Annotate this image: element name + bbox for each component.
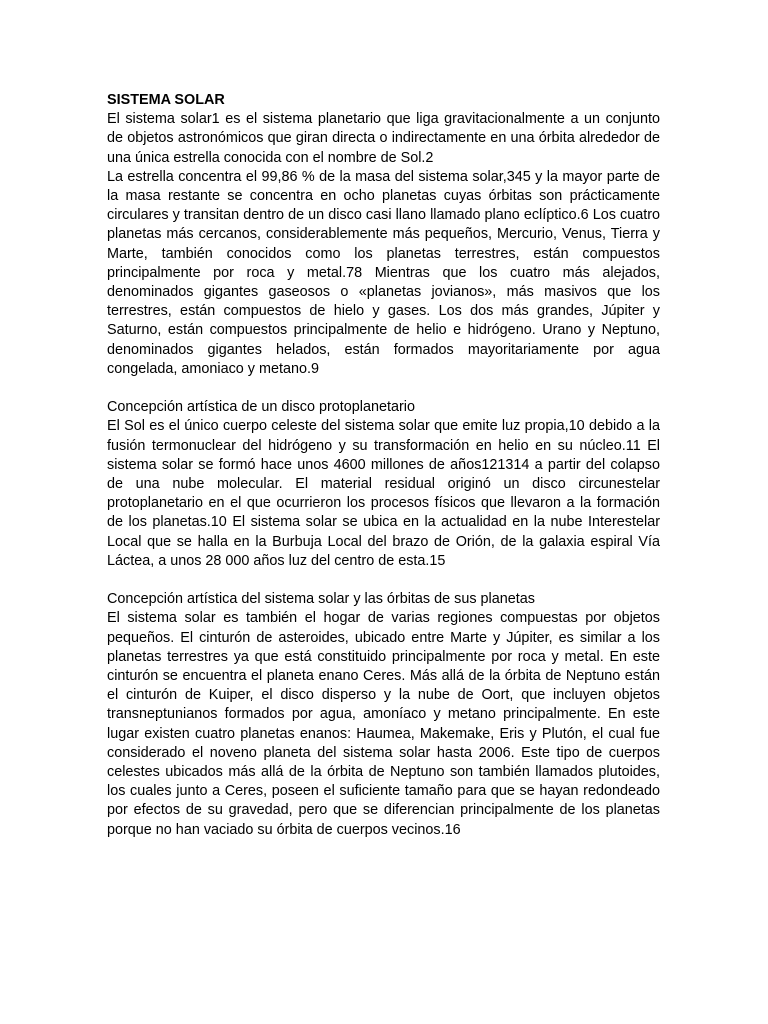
- paragraph-intro: El sistema solar1 es el sistema planetario que liga gravitacionalmente a un conjunto de objetos astronómicos que giran directa o indirectamente en una órbita alrededor de una única estrella conocida con el nombre de Sol.2: [107, 111, 660, 166]
- paragraph-sun: El Sol es el único cuerpo celeste del sistema solar que emite luz propia,10 debido a la fusión termonuclear del hidrógeno y su transformación en helio en su núcleo.11 El sistema solar se formó hace unos 4600 millones de años121314 a partir del colapso de una nube molecular. El material residual originó un disco circunestelar protoplanetario en el que ocurrieron los procesos físicos que llevaron a la formación de los planetas.10 El sistema solar se ubica en la actualidad en la nube Interestelar Local que se halla en la Burbuja Local del brazo de Orión, de la galaxia espiral Vía Láctea, a unos 28 000 años luz del centro de esta.15: [107, 418, 660, 569]
- paragraph-small-bodies: El sistema solar es también el hogar de varias regiones compuestas por objetos pequeños. El cinturón de asteroides, ubicado entre Marte y Júpiter, es similar a los planetas terrestres ya que está constituido principalmente por roca y metal. En este cinturón se encuentra el planeta enano Ceres. Más allá de la órbita de Neptuno están el cinturón de Kuiper, el disco disperso y la nube de Oort, que incluyen objetos transneptunianos formados por agua, amoníaco y metano principalmente. En este lugar existen cuatro planetas enanos: Haumea, Makemake, Eris y Plutón, el cual fue considerado el noveno planeta del sistema solar hasta 2006. Este tipo de cuerpos celestes ubicados más allá de la órbita de Neptuno son también llamados plutoides, los cuales junto a Ceres, poseen el suficiente tamaño para que se hayan redondeado por efectos de su gravedad, pero que se diferencian principalmente de los planetas porque no han vaciado su órbita de cuerpos vecinos.16: [107, 610, 660, 838]
- section-heading-solar-system-orbits: Concepción artística del sistema solar y las órbitas de sus planetas: [107, 591, 535, 608]
- paragraph-spacer: [107, 379, 660, 398]
- document-page: [107, 91, 660, 840]
- document-title: SISTEMA SOLAR: [107, 92, 225, 108]
- paragraph-spacer: [107, 571, 660, 590]
- section-heading-protoplanetary-disk: Concepción artística de un disco protoplanetario: [107, 399, 415, 416]
- paragraph-mass: La estrella concentra el 99,86 % de la masa del sistema solar,345 y la mayor parte de la masa restante se concentra en ocho planetas cuyas órbitas son prácticamente circulares y transitan dentro de un disco casi llano llamado plano eclíptico.6 Los cuatro planetas más cercanos, considerablemente más pequeños, Mercurio, Venus, Tierra y Marte, también conocidos como los planetas terrestres, están compuestos principalmente por roca y metal.78 Mientras que los cuatro más alejados, denominados gigantes gaseosos o «planetas jovianos», más masivos que los terrestres, están compuestos de hielo y gases. Los dos más grandes, Júpiter y Saturno, están compuestos principalmente de helio e hidrógeno. Urano y Neptuno, denominados gigantes helados, están formados mayoritariamente por agua congelada, amoniaco y metano.9: [107, 168, 660, 377]
